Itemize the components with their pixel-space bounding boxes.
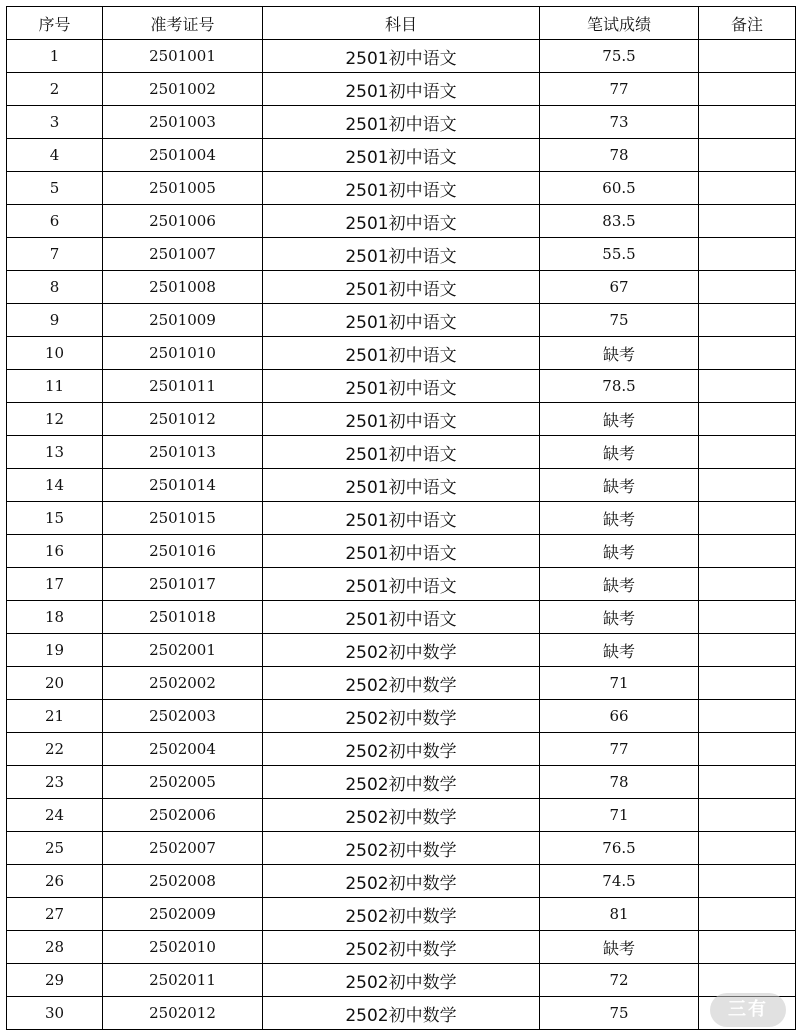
cell-index: 10 xyxy=(7,337,103,370)
table-row xyxy=(7,337,796,370)
cell-subject: 2501初中语文 xyxy=(263,535,540,568)
cell-index: 16 xyxy=(7,535,103,568)
cell-subject: 2501初中语文 xyxy=(263,73,540,106)
cell-index: 29 xyxy=(7,964,103,997)
table-row xyxy=(7,898,796,931)
cell-index: 27 xyxy=(7,898,103,931)
table-row xyxy=(7,535,796,568)
table-row xyxy=(7,601,796,634)
cell-index: 14 xyxy=(7,469,103,502)
cell-subject: 2502初中数学 xyxy=(263,700,540,733)
cell-written-score: 73 xyxy=(540,106,699,139)
cell-subject: 2501初中语文 xyxy=(263,271,540,304)
cell-written-score: 缺考 xyxy=(540,436,699,469)
cell-remark xyxy=(699,733,796,766)
cell-ticket-number: 2502006 xyxy=(103,799,263,832)
header-ticket-number: 准考证号 xyxy=(103,7,263,40)
table-row xyxy=(7,733,796,766)
table-row xyxy=(7,799,796,832)
cell-written-score: 缺考 xyxy=(540,535,699,568)
cell-remark xyxy=(699,469,796,502)
cell-ticket-number: 2502012 xyxy=(103,997,263,1030)
cell-ticket-number: 2501011 xyxy=(103,370,263,403)
cell-subject: 2501初中语文 xyxy=(263,172,540,205)
table-row xyxy=(7,436,796,469)
cell-written-score: 72 xyxy=(540,964,699,997)
cell-written-score: 缺考 xyxy=(540,601,699,634)
cell-remark xyxy=(699,403,796,436)
cell-subject: 2502初中数学 xyxy=(263,799,540,832)
cell-subject: 2501初中语文 xyxy=(263,370,540,403)
table-row xyxy=(7,403,796,436)
cell-subject: 2501初中语文 xyxy=(263,106,540,139)
cell-written-score: 83.5 xyxy=(540,205,699,238)
cell-ticket-number: 2501018 xyxy=(103,601,263,634)
table-row xyxy=(7,634,796,667)
cell-ticket-number: 2501007 xyxy=(103,238,263,271)
table-row xyxy=(7,139,796,172)
table-row xyxy=(7,73,796,106)
cell-remark xyxy=(699,700,796,733)
header-written-score: 笔试成绩 xyxy=(540,7,699,40)
cell-ticket-number: 2501003 xyxy=(103,106,263,139)
table-row xyxy=(7,832,796,865)
cell-subject: 2501初中语文 xyxy=(263,337,540,370)
cell-remark xyxy=(699,139,796,172)
cell-ticket-number: 2502008 xyxy=(103,865,263,898)
cell-ticket-number: 2501012 xyxy=(103,403,263,436)
header-remark: 备注 xyxy=(699,7,796,40)
header-index: 序号 xyxy=(7,7,103,40)
cell-ticket-number: 2501017 xyxy=(103,568,263,601)
cell-subject: 2501初中语文 xyxy=(263,205,540,238)
cell-index: 12 xyxy=(7,403,103,436)
table-row xyxy=(7,106,796,139)
cell-ticket-number: 2502009 xyxy=(103,898,263,931)
cell-remark xyxy=(699,337,796,370)
cell-remark xyxy=(699,502,796,535)
table-row xyxy=(7,502,796,535)
cell-remark xyxy=(699,40,796,73)
cell-remark xyxy=(699,865,796,898)
cell-ticket-number: 2501005 xyxy=(103,172,263,205)
table-row xyxy=(7,172,796,205)
cell-written-score: 67 xyxy=(540,271,699,304)
cell-ticket-number: 2501002 xyxy=(103,73,263,106)
cell-index: 13 xyxy=(7,436,103,469)
cell-subject: 2502初中数学 xyxy=(263,964,540,997)
cell-remark xyxy=(699,832,796,865)
cell-ticket-number: 2501010 xyxy=(103,337,263,370)
cell-ticket-number: 2501016 xyxy=(103,535,263,568)
cell-written-score: 75 xyxy=(540,304,699,337)
cell-index: 21 xyxy=(7,700,103,733)
cell-written-score: 75 xyxy=(540,997,699,1030)
cell-subject: 2501初中语文 xyxy=(263,238,540,271)
cell-subject: 2502初中数学 xyxy=(263,733,540,766)
cell-remark xyxy=(699,172,796,205)
cell-subject: 2502初中数学 xyxy=(263,865,540,898)
cell-index: 23 xyxy=(7,766,103,799)
table-row xyxy=(7,766,796,799)
table-row xyxy=(7,931,796,964)
cell-ticket-number: 2501013 xyxy=(103,436,263,469)
cell-remark xyxy=(699,370,796,403)
cell-index: 17 xyxy=(7,568,103,601)
cell-subject: 2502初中数学 xyxy=(263,832,540,865)
cell-index: 18 xyxy=(7,601,103,634)
cell-ticket-number: 2501008 xyxy=(103,271,263,304)
table-row xyxy=(7,205,796,238)
cell-remark xyxy=(699,106,796,139)
score-table xyxy=(6,6,796,1030)
cell-index: 11 xyxy=(7,370,103,403)
cell-written-score: 71 xyxy=(540,799,699,832)
cell-subject: 2501初中语文 xyxy=(263,469,540,502)
cell-remark xyxy=(699,304,796,337)
cell-index: 9 xyxy=(7,304,103,337)
cell-index: 19 xyxy=(7,634,103,667)
cell-ticket-number: 2502002 xyxy=(103,667,263,700)
cell-ticket-number: 2501014 xyxy=(103,469,263,502)
cell-written-score: 55.5 xyxy=(540,238,699,271)
table-row xyxy=(7,40,796,73)
table-body xyxy=(7,40,796,1030)
cell-index: 22 xyxy=(7,733,103,766)
table-row xyxy=(7,667,796,700)
cell-index: 7 xyxy=(7,238,103,271)
cell-written-score: 缺考 xyxy=(540,931,699,964)
cell-ticket-number: 2502001 xyxy=(103,634,263,667)
table-row xyxy=(7,469,796,502)
cell-remark xyxy=(699,799,796,832)
cell-subject: 2502初中数学 xyxy=(263,931,540,964)
cell-written-score: 缺考 xyxy=(540,403,699,436)
cell-index: 6 xyxy=(7,205,103,238)
watermark-logo: 三有 xyxy=(710,993,786,1027)
cell-subject: 2502初中数学 xyxy=(263,898,540,931)
cell-index: 24 xyxy=(7,799,103,832)
cell-written-score: 74.5 xyxy=(540,865,699,898)
cell-written-score: 81 xyxy=(540,898,699,931)
table-row xyxy=(7,700,796,733)
cell-written-score: 75.5 xyxy=(540,40,699,73)
cell-remark xyxy=(699,436,796,469)
cell-index: 20 xyxy=(7,667,103,700)
cell-ticket-number: 2502003 xyxy=(103,700,263,733)
cell-written-score: 76.5 xyxy=(540,832,699,865)
cell-written-score: 缺考 xyxy=(540,337,699,370)
cell-remark xyxy=(699,238,796,271)
cell-ticket-number: 2501015 xyxy=(103,502,263,535)
cell-written-score: 缺考 xyxy=(540,502,699,535)
cell-written-score: 缺考 xyxy=(540,469,699,502)
cell-remark xyxy=(699,568,796,601)
cell-remark xyxy=(699,964,796,997)
cell-index: 26 xyxy=(7,865,103,898)
cell-subject: 2501初中语文 xyxy=(263,502,540,535)
cell-written-score: 60.5 xyxy=(540,172,699,205)
cell-subject: 2502初中数学 xyxy=(263,766,540,799)
cell-written-score: 78 xyxy=(540,766,699,799)
cell-remark xyxy=(699,667,796,700)
cell-remark xyxy=(699,205,796,238)
cell-ticket-number: 2501006 xyxy=(103,205,263,238)
cell-subject: 2501初中语文 xyxy=(263,568,540,601)
cell-subject: 2501初中语文 xyxy=(263,40,540,73)
cell-index: 30 xyxy=(7,997,103,1030)
cell-remark xyxy=(699,601,796,634)
cell-index: 4 xyxy=(7,139,103,172)
cell-subject: 2501初中语文 xyxy=(263,436,540,469)
cell-ticket-number: 2502011 xyxy=(103,964,263,997)
cell-written-score: 77 xyxy=(540,73,699,106)
cell-subject: 2502初中数学 xyxy=(263,997,540,1030)
cell-remark xyxy=(699,271,796,304)
table-row xyxy=(7,304,796,337)
header-subject: 科目 xyxy=(263,7,540,40)
cell-index: 25 xyxy=(7,832,103,865)
cell-index: 5 xyxy=(7,172,103,205)
cell-written-score: 71 xyxy=(540,667,699,700)
table-row xyxy=(7,271,796,304)
cell-subject: 2501初中语文 xyxy=(263,403,540,436)
cell-ticket-number: 2502005 xyxy=(103,766,263,799)
cell-ticket-number: 2502010 xyxy=(103,931,263,964)
cell-ticket-number: 2502007 xyxy=(103,832,263,865)
cell-index: 1 xyxy=(7,40,103,73)
table-row xyxy=(7,568,796,601)
cell-subject: 2501初中语文 xyxy=(263,139,540,172)
table-row xyxy=(7,370,796,403)
cell-ticket-number: 2502004 xyxy=(103,733,263,766)
table-row xyxy=(7,238,796,271)
cell-subject: 2501初中语文 xyxy=(263,304,540,337)
cell-written-score: 77 xyxy=(540,733,699,766)
cell-index: 2 xyxy=(7,73,103,106)
cell-index: 8 xyxy=(7,271,103,304)
cell-written-score: 66 xyxy=(540,700,699,733)
cell-index: 28 xyxy=(7,931,103,964)
cell-remark xyxy=(699,73,796,106)
table-row xyxy=(7,964,796,997)
cell-written-score: 78.5 xyxy=(540,370,699,403)
cell-remark xyxy=(699,535,796,568)
cell-ticket-number: 2501009 xyxy=(103,304,263,337)
cell-remark xyxy=(699,898,796,931)
table-row xyxy=(7,997,796,1030)
cell-written-score: 缺考 xyxy=(540,568,699,601)
table-header-row xyxy=(7,7,796,40)
cell-index: 3 xyxy=(7,106,103,139)
table-row xyxy=(7,865,796,898)
cell-ticket-number: 2501001 xyxy=(103,40,263,73)
cell-remark xyxy=(699,766,796,799)
cell-subject: 2502初中数学 xyxy=(263,667,540,700)
cell-subject: 2501初中语文 xyxy=(263,601,540,634)
cell-remark xyxy=(699,931,796,964)
cell-remark xyxy=(699,634,796,667)
cell-ticket-number: 2501004 xyxy=(103,139,263,172)
cell-index: 15 xyxy=(7,502,103,535)
cell-written-score: 缺考 xyxy=(540,634,699,667)
cell-written-score: 78 xyxy=(540,139,699,172)
cell-subject: 2502初中数学 xyxy=(263,634,540,667)
